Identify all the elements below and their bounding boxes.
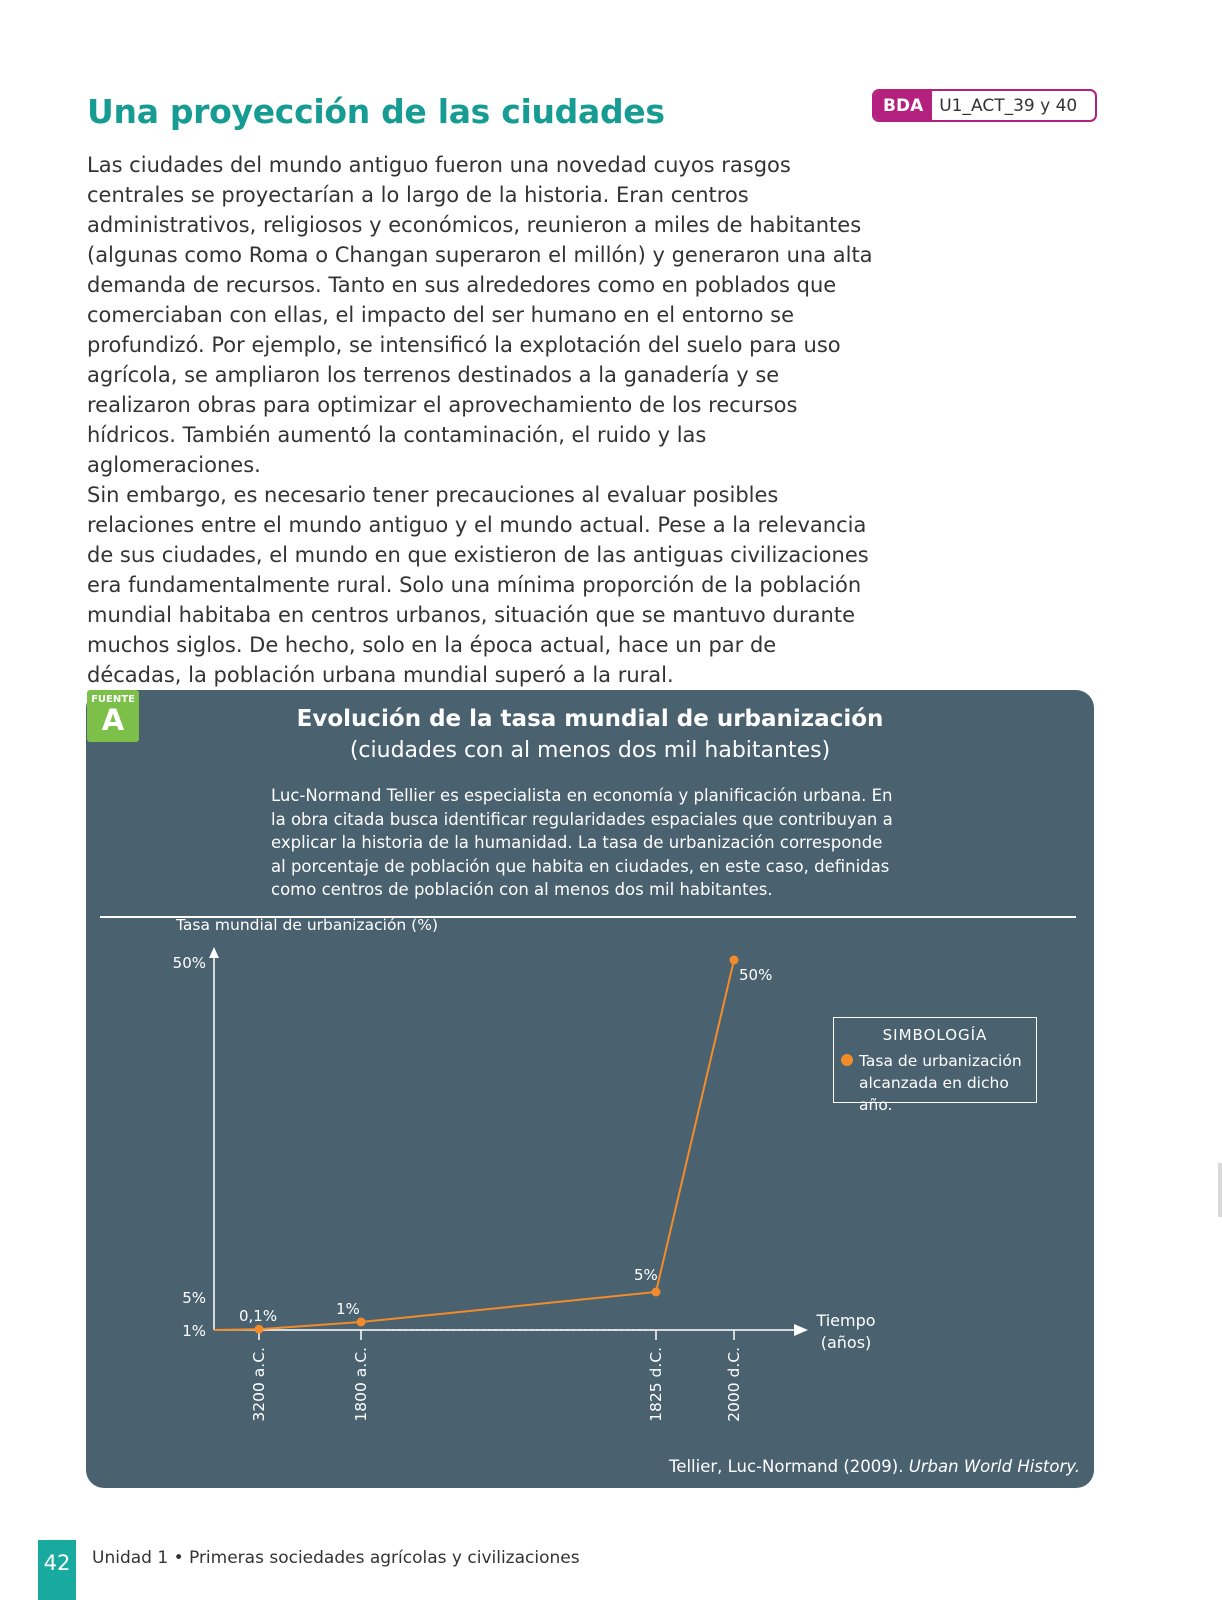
y-tick-label: 1% [182, 1322, 206, 1340]
footer-text: Unidad 1 • Primeras sociedades agrícolas y civilizaciones [92, 1548, 580, 1568]
data-point [357, 1318, 366, 1327]
paragraph: Sin embargo, es necesario tener precauciones al evaluar posibles relaciones entre el mundo antiguo y el mundo actual. Pese a la relevancia de sus ciudades, el mundo en que existieron de las antiguas civilizaciones era fundamentalmente rural. Solo una mínima proporción de la población mundial habitaba en centros urbanos, situación que se mantuvo durante muchos siglos. De hecho, solo en la época actual, hace un par de décadas, la población urbana mundial superó a la rural. [87, 483, 869, 687]
chart-subtitle: (ciudades con al menos dos mil habitantes) [349, 738, 831, 763]
bda-badge[interactable] [872, 89, 1097, 122]
y-tick-label: 50% [172, 954, 206, 972]
legend-item-label: Tasa de urbanización alcanzada en dicho año. [859, 1052, 1022, 1114]
legend-dot-icon [841, 1054, 853, 1066]
source-title: Urban World History. [908, 1457, 1080, 1476]
x-axis-label: (años) [820, 1333, 872, 1352]
data-point [255, 1325, 264, 1334]
legend-item [841, 1050, 1036, 1116]
data-label: 50% [739, 966, 773, 984]
series-layer [214, 956, 772, 1334]
y-axis-arrow [209, 947, 219, 958]
x-axis-label: Tiempo [816, 1311, 876, 1330]
y-axis-label: Tasa mundial de urbanización (%) [176, 916, 439, 934]
legend [833, 1017, 1037, 1114]
fuente-badge [87, 690, 139, 742]
data-point [730, 956, 739, 965]
fuente-letter: A [101, 703, 125, 737]
x-axis-arrow [794, 1324, 808, 1336]
fuente-label: FUENTE [91, 694, 135, 705]
data-label: 1% [336, 1300, 360, 1318]
body-text [87, 150, 877, 690]
source-citation [669, 1457, 1080, 1476]
chart-title: Evolución de la tasa mundial de urbanización [296, 706, 884, 732]
x-tick-label: 1800 a.C. [352, 1347, 370, 1422]
y-tick-label: 5% [182, 1289, 206, 1307]
chart-description: Luc-Normand Tellier es especialista en economía y planificación urbana. En la obra citada busca identificar regularidades espaciales que contribuyan a explicar la historia de la humanidad. La tasa de urbanización corresponde al porcentaje de población que habita en ciudades, en este caso, definidas como centros de población con al menos dos mil habitantes. [271, 786, 893, 899]
legend-title: SIMBOLOGÍA [882, 1026, 988, 1044]
bda-code: U1_ACT_39 y 40 [939, 95, 1078, 116]
chart-panel [86, 690, 1094, 1488]
x-tick-labels [250, 1347, 743, 1422]
bda-tag: BDA [874, 91, 932, 120]
edge-marker [1218, 1163, 1222, 1217]
page-title: Una proyección de las ciudades [87, 92, 665, 131]
x-tick-label: 2000 d.C. [725, 1347, 743, 1422]
source-author: Tellier, Luc-Normand (2009). [669, 1457, 909, 1476]
data-label: 0,1% [239, 1307, 278, 1326]
x-tick-label: 3200 a.C. [250, 1347, 268, 1422]
paragraph: Las ciudades del mundo antiguo fueron una novedad cuyos rasgos centrales se proyectarían a lo largo de la historia. Eran centros administrativos, religiosos y económicos, reunieron a miles de habitantes (algunas como Roma o Changan superaron el millón) y generaron una alta demanda de recursos. Tanto en sus alrededores como en poblados que comerciaban con ellas, el impacto del ser humano en el entorno se profundizó. Por ejemplo, se intensificó la explotación del suelo para uso agrícola, se ampliaron los terrenos destinados a la ganadería y se realizaron obras para optimizar el aprovechamiento de los recursos hídricos. También aumentó la contaminación, el ruido y las aglomeraciones. [87, 153, 873, 477]
x-tick-label: 1825 d.C. [647, 1347, 665, 1422]
data-point [652, 1288, 661, 1297]
page-number: 42 [38, 1540, 76, 1600]
data-label: 5% [634, 1266, 658, 1284]
